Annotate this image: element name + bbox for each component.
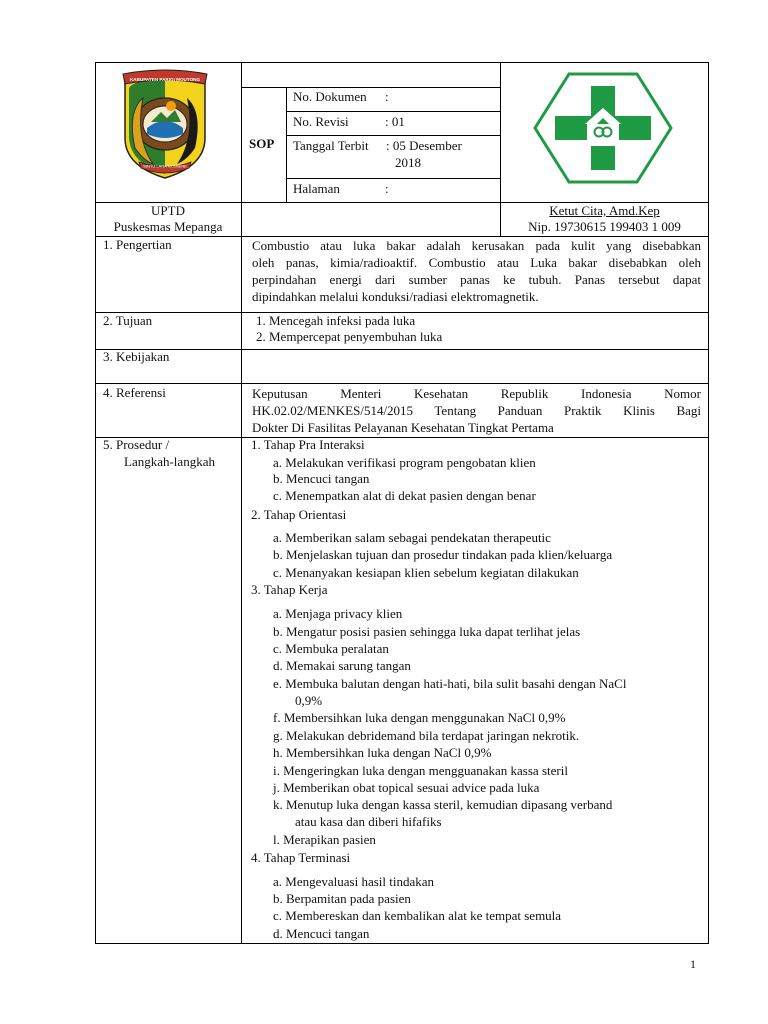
stage-item: a. Menjaga privacy klien: [273, 606, 403, 621]
section-label-tujuan: 2. Tujuan: [103, 313, 153, 328]
referensi-line: HK.02.02/MENKES/514/2015 Tentang Panduan Praktik Klinis Bagi: [252, 403, 701, 418]
crest-top-text: KABUPATEN PARIGI MOUTONG: [129, 77, 201, 82]
stage-item: a. Mengevaluasi hasil tindakan: [273, 874, 435, 889]
stage-title: 2. Tahap Orientasi: [251, 507, 347, 522]
tujuan-item: 1. Mencegah infeksi pada luka: [256, 313, 416, 328]
stage-item: b. Menjelaskan tujuan dan prosedur tindakan pada klien/keluarga: [273, 547, 613, 562]
regency-crest-logo: [117, 68, 213, 182]
stage-item: c. Membereskan dan kembalikan alat ke tempat semula: [273, 908, 562, 923]
doc-field-label-no-revisi: No. Revisi: [293, 114, 349, 129]
stage-item: a. Melakukan verifikasi program pengobatan klien: [273, 455, 536, 470]
stage-item: b. Mengatur posisi pasien sehingga luka dapat terlihat jelas: [273, 624, 581, 639]
org-name-label: Puskesmas Mepanga: [113, 219, 223, 234]
doc-field-label-halaman: Halaman: [293, 181, 340, 196]
pengertian-text: [252, 237, 701, 305]
stage-item: b. Berpamitan pada pasien: [273, 891, 411, 906]
crest-motto-text: SINTU LANA MOMBINE: [143, 163, 187, 169]
puskesmas-cross-logo: [533, 72, 673, 184]
referensi-text: [252, 385, 701, 436]
stage-item: k. Menutup luka dengan kassa steril, kemudian dipasang verband: [273, 797, 613, 812]
stage-item: c. Menempatkan alat di dekat pasien dengan benar: [273, 488, 536, 503]
stage-item-continuation: 0,9%: [295, 693, 323, 708]
doc-field-value-tanggal-terbit-year: 2018: [395, 155, 421, 170]
section-label-kebijakan: 3. Kebijakan: [103, 349, 170, 364]
org-unit-label: UPTD: [151, 203, 185, 218]
stage-item: j. Memberikan obat topical sesuai advice pada luka: [273, 780, 540, 795]
stage-item: b. Mencuci tangan: [273, 471, 370, 486]
section-label-langkah: Langkah-langkah: [124, 454, 215, 469]
doc-field-label-no-dokumen: No. Dokumen: [293, 89, 367, 104]
stage-item-continuation: atau kasa dan diberi hifafiks: [295, 814, 442, 829]
stage-item: g. Melakukan debridemand bila terdapat jaringan nekrotik.: [273, 728, 580, 743]
pengertian-line: oleh panas, kimia/radioaktif. Combustio atau Luka bakar disebabkan oleh: [252, 255, 701, 270]
sop-label: SOP: [249, 136, 275, 151]
section-label-pengertian: 1. Pengertian: [103, 237, 172, 252]
stage-title: 4. Tahap Terminasi: [251, 850, 351, 865]
referensi-line: Keputusan Menteri Kesehatan Republik Indonesia Nomor: [252, 386, 701, 401]
signer-name: Ketut Cita, Amd.Kep: [549, 203, 660, 218]
pengertian-line: Combustio atau luka bakar adalah kerusakan pada kulit yang disebabkan: [252, 238, 701, 253]
stage-item: f. Membersihkan luka dengan menggunakan NaCl 0,9%: [273, 710, 566, 725]
doc-field-value-halaman: :: [385, 181, 389, 196]
doc-field-value-no-revisi: : 01: [385, 114, 405, 129]
stage-item: a. Memberikan salam sebagai pendekatan therapeutic: [273, 530, 551, 545]
pengertian-line: dipindahkan melalui konduksi/radiasi elektromagnetik.: [252, 289, 539, 304]
signer-nip: Nip. 19730615 199403 1 009: [528, 219, 681, 234]
doc-field-label-tanggal-terbit: Tanggal Terbit: [293, 138, 369, 153]
stage-title: 3. Tahap Kerja: [251, 582, 328, 597]
stage-item: l. Merapikan pasien: [273, 832, 376, 847]
doc-field-value-no-dokumen: :: [385, 89, 389, 104]
stage-title: 1. Tahap Pra Interaksi: [251, 437, 365, 452]
stage-item: d. Mencuci tangan: [273, 926, 370, 941]
referensi-line: Dokter Di Fasilitas Pelayanan Kesehatan Tingkat Pertama: [252, 420, 554, 435]
pengertian-line: perpindahan energi dari sumber panas ke tubuh. Panas tersebut dapat: [252, 272, 701, 287]
stage-item: c. Membuka peralatan: [273, 641, 389, 656]
stage-item: i. Mengeringkan luka dengan mengguanakan kassa steril: [273, 763, 568, 778]
stage-item: c. Menanyakan kesiapan klien sebelum kegiatan dilakukan: [273, 565, 579, 580]
doc-field-value-tanggal-terbit: : 05 Desember: [386, 138, 462, 153]
section-label-referensi: 4. Referensi: [103, 385, 166, 400]
stage-item: h. Membersihkan luka dengan NaCl 0,9%: [273, 745, 492, 760]
page-number: 1: [690, 957, 696, 971]
stage-item: d. Memakai sarung tangan: [273, 658, 411, 673]
stage-item: e. Membuka balutan dengan hati-hati, bila sulit basahi dengan NaCl: [273, 676, 627, 691]
tujuan-item: 2. Mempercepat penyembuhan luka: [256, 329, 443, 344]
section-label-prosedur: 5. Prosedur /: [103, 437, 170, 452]
